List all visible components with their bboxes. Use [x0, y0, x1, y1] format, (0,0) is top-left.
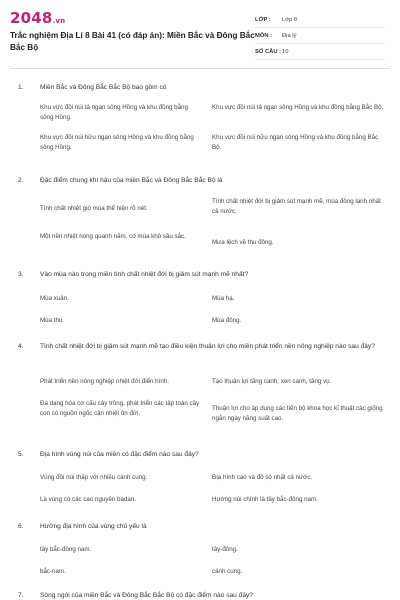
logo-suffix[interactable]: .vn	[52, 17, 66, 25]
logo-text[interactable]: 2048	[10, 9, 53, 27]
answer-option[interactable]: Mùa đông.	[212, 317, 242, 324]
answer-option[interactable]: tây-đông.	[212, 546, 238, 553]
answer-option[interactable]: Mùa xuân.	[40, 295, 69, 302]
answer-option[interactable]: Hướng núi chính là tây bắc-đông nam.	[212, 496, 318, 503]
page-header	[0, 0, 400, 68]
answer-option[interactable]: Khu vực đồi núi hữu ngạn sông Hồng và khu đồng bằng Bắc Bộ.	[212, 134, 379, 151]
meta-table	[255, 12, 385, 60]
header-divider	[10, 68, 390, 69]
answer-option[interactable]: Tính chất nhiệt đới bị giảm sút mạnh mẽ, mùa đông lạnh nhất cả nước.	[212, 198, 381, 215]
meta-value: Lớp 8	[282, 16, 298, 23]
answer-option[interactable]: Phát triển nền nông nghiệp nhiệt đới điển hình.	[40, 378, 169, 385]
question-number: 7.	[18, 592, 24, 599]
answer-option[interactable]: Là vùng có các cao nguyên badan.	[40, 496, 136, 503]
question-number: 5.	[18, 451, 24, 458]
question-text: Sông ngòi của miền Bắc và Đông Bắc Bắc Bộ có đặc điểm nào sau đây?	[40, 592, 253, 599]
meta-row-grade	[255, 12, 385, 28]
site-logo[interactable]	[10, 9, 65, 27]
question-text: Tính chất nhiệt đới bị giảm sút mạnh mẽ tạo điều kiện thuận lợi cho miền phát triển nền nông nghiệp nào sau đây?	[40, 343, 375, 350]
question-text: Vào mùa nào trong miền tính chất nhiệt đới bị giảm sút mạnh mẽ nhất?	[40, 271, 249, 278]
answer-option[interactable]: Khu vực đồi núi hữu ngạn sông Hồng và khu đồng bằng sông Hồng.	[40, 134, 194, 151]
answer-option[interactable]: Thuận lợi cho áp dụng các tiến bộ khoa học kĩ thuật các giống ngắn ngày năng suất cao.	[212, 405, 383, 422]
meta-row-count	[255, 44, 385, 60]
answer-option[interactable]: Khu vực đồi núi tả ngạn sông Hồng và khu đồng bằng sông Hồng.	[40, 104, 188, 121]
meta-key: SỐ CÂU :	[255, 48, 282, 55]
answer-option[interactable]: bắc-nam.	[40, 568, 66, 575]
answer-option[interactable]: Đa dạng hóa cơ cấu cây trồng, phát triển các tập toàn cây con có nguồn ngốc cận nhiệt ôn đới.	[40, 400, 200, 417]
page-title: Trắc nghiệm Địa Lí 8 Bài 41 (có đáp án): Miền Bắc và Đông Bắc Bắc Bộ	[10, 31, 255, 52]
answer-option[interactable]: Tạo thuận lợi tăng canh, xen canh, tăng vụ.	[212, 378, 332, 385]
answer-option[interactable]: Tính chất nhiệt gió mùa thể hiện rõ nét.	[40, 205, 148, 212]
question-number: 2.	[18, 177, 24, 184]
answer-option[interactable]: cánh cung.	[212, 568, 243, 575]
answer-option[interactable]: Địa hình cao và đồ sộ nhất cả nước.	[212, 474, 313, 481]
answer-option[interactable]: Mùa thu.	[40, 317, 65, 324]
meta-value: 10	[282, 48, 289, 55]
answer-option[interactable]: Vùng đồi núi thấp với nhiều cánh cung.	[40, 474, 148, 481]
question-text: Miền Bắc và Đông Bắc Bắc Bộ bao gồm có	[40, 84, 167, 91]
meta-key: LỚP :	[255, 16, 271, 23]
question-number: 3.	[18, 271, 24, 278]
question-text: Đặc điểm chung khí hậu của miền Bắc và Đông Bắc Bắc Bộ là	[40, 177, 223, 184]
answer-option[interactable]: tây bắc-đông nam.	[40, 546, 92, 553]
answer-option[interactable]: Khu vực đồi núi tả ngạn sông Hồng và khu đồng bằng Bắc Bộ.	[212, 104, 384, 111]
question-number: 4.	[18, 343, 24, 350]
answer-option[interactable]: Mưa lệch về thu đông.	[212, 239, 274, 246]
meta-key: MÔN :	[255, 32, 273, 39]
answer-option[interactable]: Mùa hạ.	[212, 295, 235, 302]
answer-option[interactable]: Một nền nhiệt nóng quanh năm, có mùa khô sâu sắc.	[40, 233, 186, 240]
meta-row-subject	[255, 28, 385, 44]
question-number: 1.	[18, 84, 24, 91]
meta-value: Địa lý	[282, 32, 297, 39]
question-text: Hướng địa hình của vùng chủ yếu là	[40, 523, 147, 530]
question-number: 6.	[18, 523, 24, 530]
question-text: Địa hình vùng núi của miền có đặc điểm nào sau đây?	[40, 451, 199, 458]
